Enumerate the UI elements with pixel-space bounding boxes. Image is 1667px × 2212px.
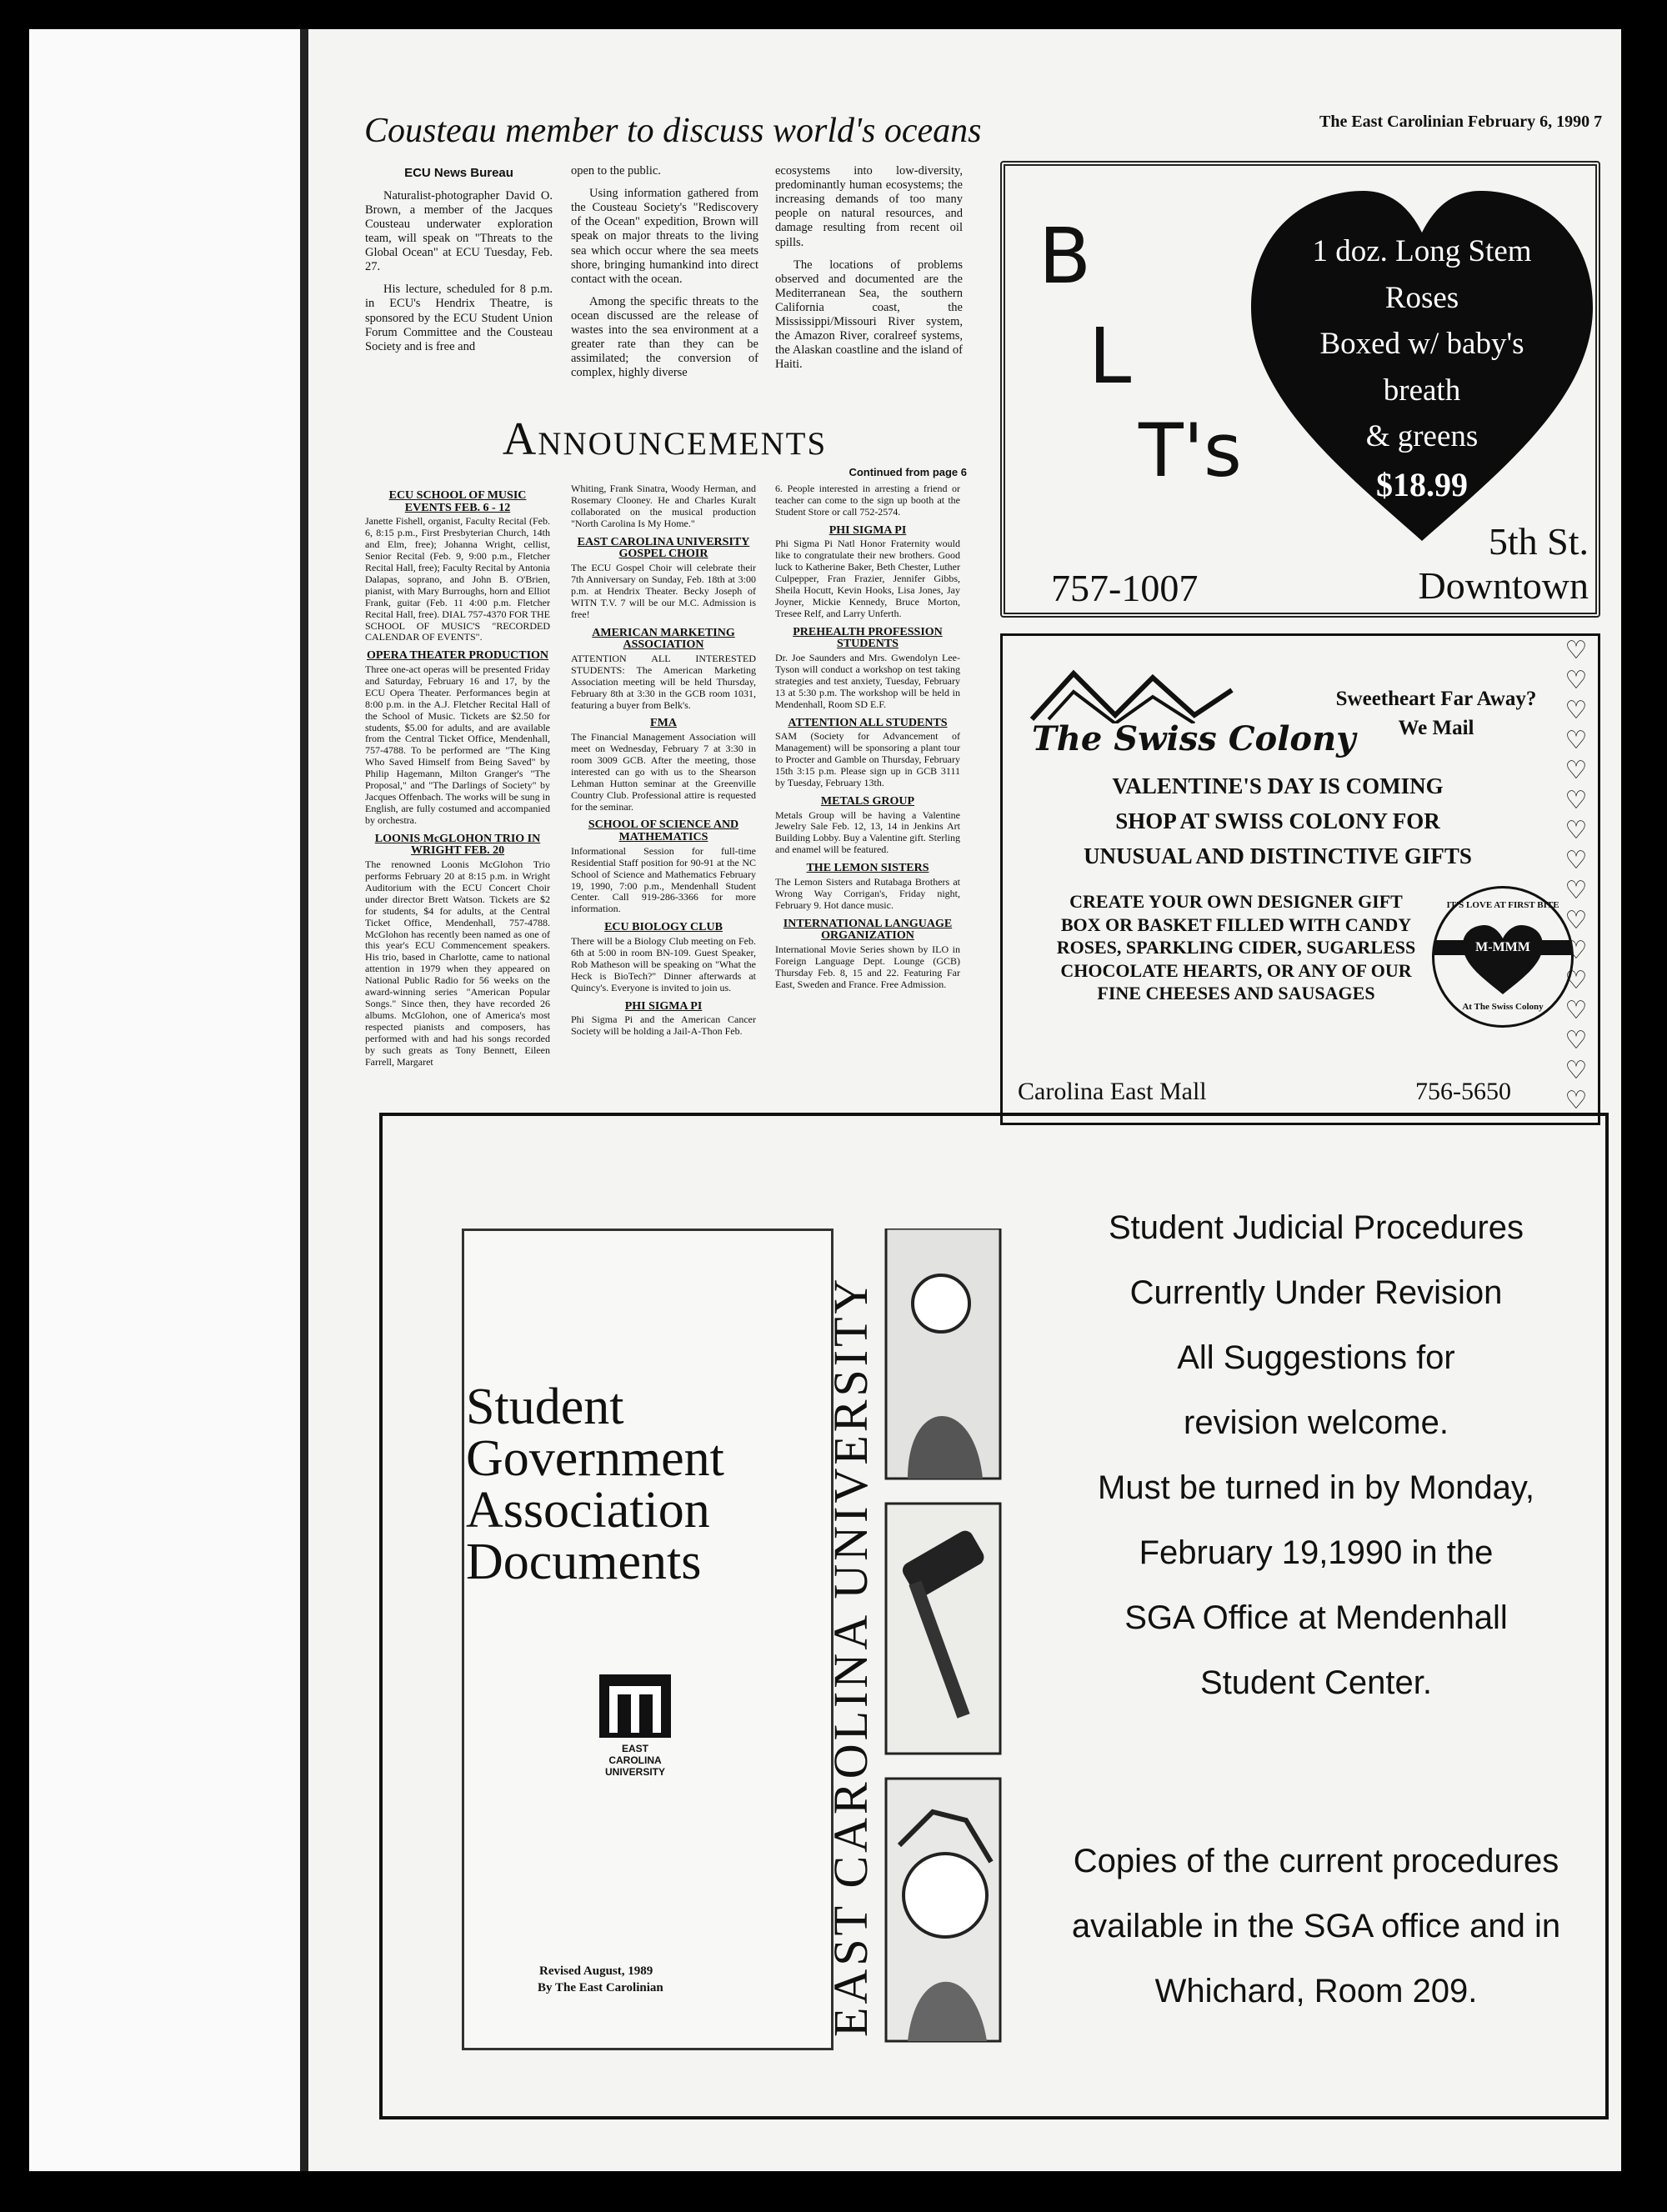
- swiss-colony-logo: The Swiss Colony: [1032, 719, 1356, 758]
- blts-location: [1419, 520, 1589, 608]
- announcement-heading: METALS GROUP: [820, 794, 915, 808]
- sga-copies-text: [1041, 1829, 1591, 2024]
- announcement-body: Whiting, Frank Sinatra, Woody Herman, and Rosemary Clooney. He and Charles Kuralt collaborated on the musical production "North Carolina Is My Home.": [571, 483, 756, 529]
- sga-notice-line: Student Center.: [1200, 1664, 1432, 1701]
- ecu-logo: [589, 1673, 681, 1778]
- swiss-colony-ad: [1000, 633, 1600, 1125]
- cousteau-paragraph: ecosystems into low-diversity, predominantly human ecosystems; the increasing demands of too many people on natural resources, and damage resulting from recent oil spills.: [775, 164, 963, 249]
- announcement-heading: PREHEALTH PROFESSION STUDENTS: [793, 625, 943, 651]
- ecu-vertical-title: EAST CAROLINA UNIVERSITY: [823, 1275, 878, 2037]
- sga-notice-text: [1041, 1195, 1591, 1715]
- heart-line: breath: [1383, 373, 1461, 408]
- seal-bottom-text: At The Swiss Colony: [1462, 1002, 1544, 1012]
- cousteau-paragraph: open to the public.: [571, 164, 661, 178]
- blts-letter-l: L: [1089, 312, 1132, 401]
- cousteau-paragraph: The locations of problems observed and documented are the Mediterranean Sea, the southern California coast, the Mississippi/Missouri River system, the Amazon River, coralreef systems, the Alaskan coastline and the island of Haiti.: [775, 258, 963, 372]
- cousteau-col-1: [365, 163, 553, 363]
- ecu-logo-line: UNIVERSITY: [604, 1765, 665, 1778]
- blts-ad: [1000, 161, 1600, 618]
- cousteau-paragraph: Naturalist-photographer David O. Brown, a member of the Jacques Cousteau underwater exploration team, will speak on "Threats to the Global Ocean" at ECU Tuesday, Feb. 27.: [365, 188, 553, 274]
- sga-ad: [379, 1113, 1609, 2119]
- newspaper-page: [29, 29, 1621, 2171]
- announcement-heading: PHI SIGMA PI: [624, 999, 703, 1013]
- heart-copy: [1289, 228, 1555, 510]
- announcement-body: ATTENTION ALL INTERESTED STUDENTS: The American Marketing Association meeting will be held Thursday, February 8th at 3:30 in the GCB room 1031, featuring a buyer from Belk's.: [571, 652, 756, 711]
- heart-line: & greens: [1365, 419, 1479, 453]
- continued-note: Continued from page 6: [849, 466, 967, 478]
- announcement-heading: OPERA THEATER PRODUCTION: [366, 649, 549, 663]
- announcement-body: The Financial Management Association will meet on Wednesday, February 7 at 3:30 in room 3009 GCB. After the meeting, those interested can go with us to the Shearson Lehman Hutton seminar at the Greenville Country Club. Professional attire is requested for the seminar.: [571, 731, 756, 813]
- announcement-heading: FMA: [650, 717, 677, 730]
- swiss-body-line: FINE CHEESES AND SAUSAGES: [1097, 983, 1375, 1003]
- swiss-tagline: [1303, 684, 1569, 743]
- sga-cover-title: [466, 1381, 724, 1588]
- announcements-col-3: [775, 483, 960, 1125]
- cousteau-col-3: [775, 164, 963, 381]
- sga-illustration-strip: [883, 1229, 1004, 2045]
- swiss-body: [1019, 890, 1453, 1005]
- sga-notice-line: All Suggestions for: [1177, 1339, 1455, 1376]
- cousteau-paragraph: Among the specific threats to the ocean discussed are the release of wastes into the sea environment at a greater rate than they can be assimilated; the conversion of complex, highly diverse: [571, 294, 758, 380]
- announcement-body: Metals Group will be having a Valentine Jewelry Sale Feb. 12, 13, 14 in Jenkins Art Building Lobby. Buy a Valentine gift. Sterling and enamel will be featured.: [775, 808, 960, 856]
- announcement-body: International Movie Series shown by ILO in Foreign Language Dept. Lounge (GCB) Thursday Feb. 8, 15 and 22. Featuring Far East, Sweden and France. Free Admission.: [775, 943, 960, 990]
- heart-border-icon: ♡ ♡ ♡ ♡ ♡ ♡ ♡ ♡ ♡ ♡ ♡ ♡ ♡ ♡ ♡ ♡: [1564, 637, 1588, 1114]
- ecu-logo-icon: [598, 1673, 673, 1739]
- announcement-heading: ECU SCHOOL OF MUSIC EVENTS FEB. 6 - 12: [388, 489, 527, 514]
- seal-center-text: M-MMM: [1434, 940, 1571, 955]
- announcement-heading: ECU BIOLOGY CLUB: [604, 921, 723, 934]
- announcement-heading: AMERICAN MARKETING ASSOCIATION: [592, 626, 735, 652]
- sga-document-cover: [462, 1229, 834, 2050]
- ecu-logo-line: EAST: [621, 1743, 648, 1754]
- announcements-col-1: [365, 483, 550, 1125]
- sga-revised: Revised August, 1989: [539, 1964, 653, 1978]
- cousteau-paragraph: Using information gathered from the Cousteau Society's "Rediscovery of the Ocean" expedition, Brown will speak on major threats to the living sea which occur where the sea meets shore, bringing humankind into direct contact with the ocean.: [571, 187, 758, 286]
- page-folio: The East Carolinian February 6, 1990 7: [1319, 113, 1603, 131]
- blts-location-line: Downtown: [1418, 563, 1589, 607]
- announcement-body: There will be a Biology Club meeting on Feb. 6th at 5:00 in room BN-109. Guest Speaker, Rob Matheson will be speaking on "What the Heck is BioTech?" Dinner afterwards at Quincy's. Everyone is invited to join us.: [571, 934, 756, 993]
- cousteau-paragraph: His lecture, scheduled for 8 p.m. in ECU's Hendrix Theatre, is sponsored by the ECU Student Union Forum Committee and the Cousteau Society and is free and: [365, 283, 553, 353]
- swiss-body-line: ROSES, SPARKLING CIDER, SUGARLESS: [1056, 937, 1416, 958]
- heart-line: Boxed w/ baby's: [1319, 327, 1524, 361]
- swiss-headline-line: VALENTINE'S DAY IS COMING: [1112, 773, 1444, 798]
- cousteau-byline: ECU News Bureau: [404, 166, 513, 180]
- announcement-body: Janette Fishell, organist, Faculty Recital (Feb. 6, 8:15 p.m., First Presbyterian Church, 14th and Elm, free); Johanna Wright, cellist, Senior Recital (Feb. 9, 9:00 p.m., Fletcher Recital Hall, free); Faculty Recital by Antonia Dalapas, soprano, and John B. O'Brien, pianist, with Mary Burroughs, horn and Elliot Frank, guitar (Feb. 11 4:00 p.m. Fletcher Recital Hall, free). DIAL 757-4370 FOR THE SCHOOL OF MUSIC'S "RECORDED CALENDAR OF EVENTS".: [365, 515, 550, 643]
- illustration-icon: [883, 1229, 1004, 2045]
- heart-line: 1 doz. Long Stem: [1312, 234, 1532, 268]
- sga-copies-line: available in the SGA office and in: [1071, 1908, 1561, 1944]
- announcement-body: Phi Sigma Pi Natl Honor Fraternity would like to congratulate their new brothers. Good luck to Katherine Baker, Beth Chester, Luther Culpepper, Fran Frazier, Jennifer Gibbs, Sheila Hocutt, Kevin Hooks, Lisa Jones, Jay Joyner, Mickie Kennedy, Bruce Morton, Tresee Relf, and Larry Unferth.: [775, 538, 960, 619]
- swiss-body-line: CREATE YOUR OWN DESIGNER GIFT: [1069, 891, 1403, 912]
- announcement-heading: ATTENTION ALL STUDENTS: [788, 716, 948, 729]
- swiss-headline-line: UNUSUAL AND DISTINCTIVE GIFTS: [1084, 843, 1472, 868]
- sga-cover-title-line: Government: [466, 1430, 724, 1487]
- announcement-body: 6. People interested in arresting a friend or teacher can come to the sign up booth at the Student Store or call 752-2574.: [775, 483, 960, 518]
- swiss-phone: 756-5650: [1415, 1078, 1511, 1105]
- ecu-logo-line: CAROLINA: [608, 1754, 662, 1766]
- blts-phone: 757-1007: [1051, 567, 1199, 609]
- heart-border-column: [1559, 636, 1593, 1123]
- sga-cover-title-line: Student: [466, 1379, 624, 1435]
- seal-arc-text: IT'S LOVE AT FIRST BITE: [1446, 900, 1559, 910]
- announcement-body: The renowned Loonis McGlohon Trio performs February 20 at 8:15 p.m. in Wright Auditorium with the ECU Concert Choir under director Brett Watson. Tickets are $2 for students, $4 for adults, at the Central Ticket Office, Mendenhall, 757-4788. McGlohon has recently been named as one of this year's ECU Commencement speakers. His trio, based in Charlotte, came to national attention in 1979 when they appeared on National Public Radio for 56 weeks on the award-winning series "American Popular Songs." Since then, they have recorded 26 albums. McGlohon, one of America's most respected pianists and composers, has performed with and had his songs recorded by such greats as Tony Bennett, Eileen Farrell, Margaret: [365, 858, 550, 1068]
- sga-cover-title-line: Documents: [466, 1534, 702, 1590]
- announcements-col-2: [571, 483, 756, 1125]
- seal-heart-icon: [1461, 923, 1544, 998]
- announcement-heading: EAST CAROLINA UNIVERSITY GOSPEL CHOIR: [577, 535, 750, 561]
- announcement-body: Phi Sigma Pi and the American Cancer Society will be holding a Jail-A-Thon Feb.: [571, 1013, 756, 1038]
- sga-notice-line: February 19,1990 in the: [1139, 1534, 1494, 1571]
- announcement-body: Three one-act operas will be presented Friday and Saturday, February 16 and 17, by the ECU Opera Theater. Performances begin at 8:00 p.m. in the A.J. Fletcher Recital Hall of the School of Music. Tickets are $2.50 for students, $5.00 for adults, and are available from the Central Ticket Office, Mendenhall, 757-4788. To be performed are "The King Who Saved Himself from Being Saved" by Philip Hagemann, Milton Granger's "The Proposal," and "The Darlings of Society" by Jacques Offenbach. The works will be sung in English, are fully costumed and accompanied by orchestra.: [365, 663, 550, 826]
- announcement-body: SAM (Society for Advancement of Management) will be sponsoring a plant tour to Procter and Gamble on Thursday, February 15th 3:15 p.m. Please sign up in GCB 3111 by Tuesday, February 13th.: [775, 730, 960, 788]
- announcement-body: Informational Session for full-time Residential Staff position for 90-91 at the NC School of Science and Mathematics February 19, 1990, 7:00 p.m., Mendenhall Student Center. Call 919-286-3366 for more information.: [571, 844, 756, 915]
- sga-by: By The East Carolinian: [538, 1981, 663, 1994]
- sga-copies-line: Whichard, Room 209.: [1154, 1973, 1478, 2009]
- sga-notice-line: Must be turned in by Monday,: [1098, 1469, 1534, 1506]
- swiss-tagline-line: Sweetheart Far Away?: [1335, 688, 1537, 710]
- cousteau-headline: Cousteau member to discuss world's oceans: [364, 112, 982, 150]
- love-seal: [1432, 886, 1574, 1028]
- sga-cover-title-line: Association: [466, 1482, 710, 1539]
- swiss-location: Carolina East Mall: [1018, 1078, 1207, 1105]
- swiss-body-line: BOX OR BASKET FILLED WITH CANDY: [1060, 913, 1412, 935]
- sga-notice-line: Student Judicial Procedures: [1108, 1209, 1524, 1246]
- cousteau-col-2: [571, 164, 758, 389]
- swiss-tagline-line: We Mail: [1398, 717, 1474, 739]
- announcement-heading: SCHOOL OF SCIENCE AND MATHEMATICS: [588, 818, 739, 844]
- blts-letter-ts: T's: [1139, 408, 1242, 493]
- sga-notice-line: SGA Office at Mendenhall: [1124, 1599, 1508, 1636]
- announcements-header: [363, 413, 967, 478]
- swiss-headline-line: SHOP AT SWISS COLONY FOR: [1115, 808, 1440, 833]
- sga-copies-line: Copies of the current procedures: [1073, 1843, 1559, 1879]
- announcement-heading: INTERNATIONAL LANGUAGE ORGANIZATION: [783, 917, 953, 943]
- blts-letter-b: B: [1039, 212, 1092, 301]
- sga-notice-line: Currently Under Revision: [1129, 1274, 1503, 1311]
- announcement-heading: THE LEMON SISTERS: [806, 862, 929, 875]
- announcement-body: The ECU Gospel Choir will celebrate their 7th Anniversary on Sunday, Feb. 18th at 3:00 p.m. at Hendrix Theater. Becky Joseph of WITN T.V. 7 will be our M.C. Admission is free!: [571, 562, 756, 620]
- left-page-margin: [29, 29, 308, 2171]
- swiss-headline: [1019, 769, 1536, 874]
- chalet-roof-icon: [1028, 665, 1236, 723]
- swiss-body-line: CHOCOLATE HEARTS, OR ANY OF OUR: [1060, 959, 1412, 981]
- announcement-heading: PHI SIGMA PI: [828, 523, 907, 537]
- heart-price: $18.99: [1376, 465, 1468, 503]
- announcements-title: Announcements: [502, 413, 828, 465]
- announcement-body: Dr. Joe Saunders and Mrs. Gwendolyn Lee-Tyson will conduct a workshop on test taking strategies and test anxiety, Tuesday, February 13 at 5:30 p.m. The workshop will be held in Mendenhall, Room SD E.F.: [775, 652, 960, 710]
- sga-notice-line: revision welcome.: [1184, 1404, 1449, 1441]
- announcement-body: The Lemon Sisters and Rutabaga Brothers at Wrong Way Corrigan's, Friday night, February 9. Hot dance music.: [775, 875, 960, 911]
- ecu-logo-text: [589, 1744, 681, 1778]
- blts-location-line: 5th St.: [1488, 520, 1589, 563]
- announcement-heading: LOONIS McGLOHON TRIO IN WRIGHT FEB. 20: [374, 832, 541, 858]
- heart-line: Roses: [1384, 280, 1459, 315]
